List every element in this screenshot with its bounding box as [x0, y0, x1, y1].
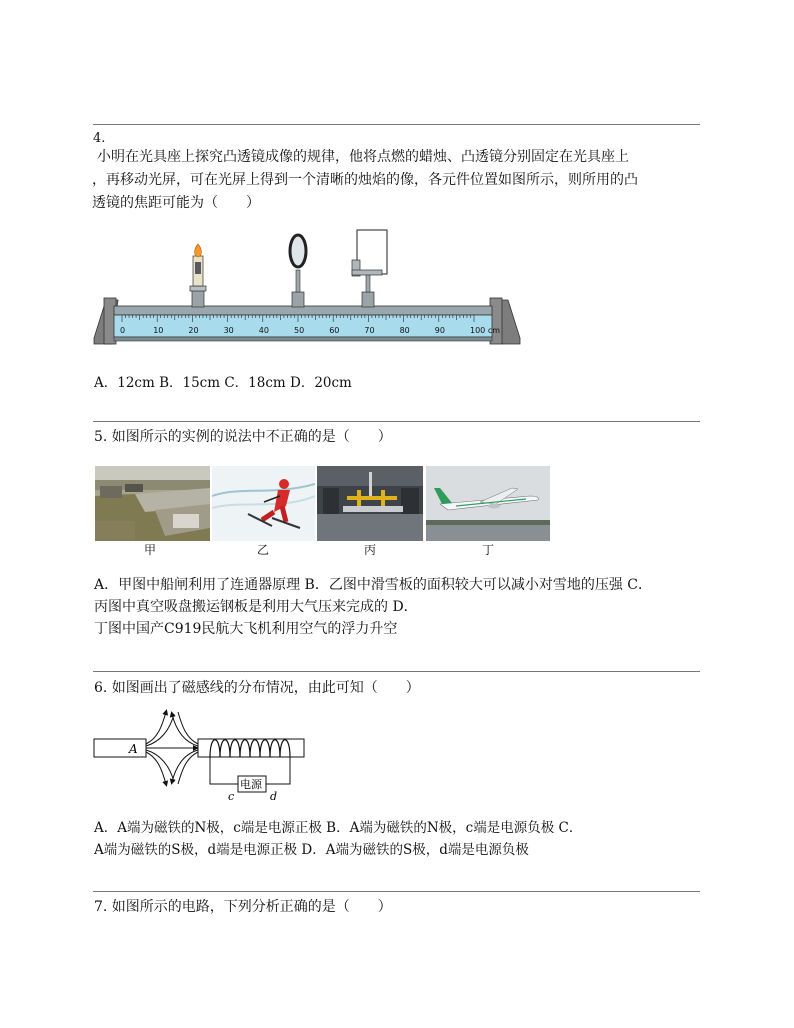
flame-icon: [195, 244, 202, 257]
q5-options-line-3: 丁图中国产C919民航大飞机利用空气的浮力升空: [94, 621, 398, 637]
power-supply-label: 电源: [240, 778, 262, 791]
q4-line-1: 小明在光具座上探究凸透镜成像的规律，他将点燃的蜡烛、凸透镜分别固定在光具座上: [97, 149, 629, 165]
caption-bing: 丙: [363, 543, 376, 557]
photo-skier: [212, 466, 315, 541]
ruler-label: 100 cm: [470, 326, 501, 335]
q4-options: A．12cm B．15cm C．18cm D．20cm: [94, 375, 352, 391]
ruler-label: 60: [329, 326, 340, 335]
ruler-label: 30: [223, 326, 234, 335]
terminal-d-label: d: [270, 790, 278, 803]
ruler-label: 50: [294, 326, 305, 335]
bar-magnet: [94, 739, 146, 757]
caption-jia: 甲: [143, 543, 156, 557]
photo-c919-aircraft: [426, 466, 550, 541]
q7-title: 7. 如图所示的电路，下列分析正确的是（ ）: [94, 899, 392, 915]
photo-vacuum-lifter: [317, 466, 423, 541]
q5-title: 5. 如图所示的实例的说法中不正确的是（ ）: [94, 429, 392, 445]
q4-line-3: 透镜的焦距可能为（ ）: [92, 195, 260, 211]
separator-q6: [93, 671, 700, 672]
q6-title: 6. 如图画出了磁感线的分布情况，由此可知（ ）: [94, 680, 420, 696]
ruler-label: 20: [188, 326, 199, 335]
ruler-label: 10: [153, 326, 164, 335]
magnet-label-a: A: [129, 742, 138, 756]
light-screen: [352, 230, 387, 307]
separator-q7: [93, 891, 700, 892]
caption-yi: 乙: [256, 543, 269, 557]
q5-options-line-2: 丙图中真空吸盘搬运钢板是利用大气压来完成的 D．: [94, 599, 418, 615]
q6-options-line-2: A端为磁铁的S极，d端是电源正极 D．A端为磁铁的S极，d端是电源负极: [94, 842, 529, 858]
ruler-label: 70: [364, 326, 375, 335]
ruler-label: 80: [399, 326, 410, 335]
optical-bench-figure: [92, 226, 522, 358]
candle: [190, 244, 206, 307]
photo-ship-lock: [95, 466, 210, 541]
ruler-label: 90: [434, 326, 445, 335]
ruler-label: 0: [120, 326, 126, 335]
terminal-c-label: c: [228, 790, 235, 803]
q4-number: 4.: [93, 131, 106, 146]
bench-rail: [114, 306, 492, 315]
separator-q4: [93, 124, 700, 125]
convex-lens: [290, 235, 306, 307]
q6-options-line-1: A．A端为磁铁的N极，c端是电源正极 B．A端为磁铁的N极，c端是电源负极 C．: [94, 820, 583, 836]
caption-ding: 丁: [481, 543, 494, 557]
q4-line-2: ，再移动光屏，可在光屏上得到一个清晰的烛焰的像，各元件位置如图所示，则所用的凸: [92, 172, 638, 188]
magnetic-field-figure: [92, 708, 312, 804]
q5-options-line-1: A．甲图中船闸利用了连通器原理 B．乙图中滑雪板的面积较大可以减小对雪地的压强 C．: [94, 577, 653, 593]
ruler-label: 40: [258, 326, 269, 335]
separator-q5: [93, 421, 700, 422]
